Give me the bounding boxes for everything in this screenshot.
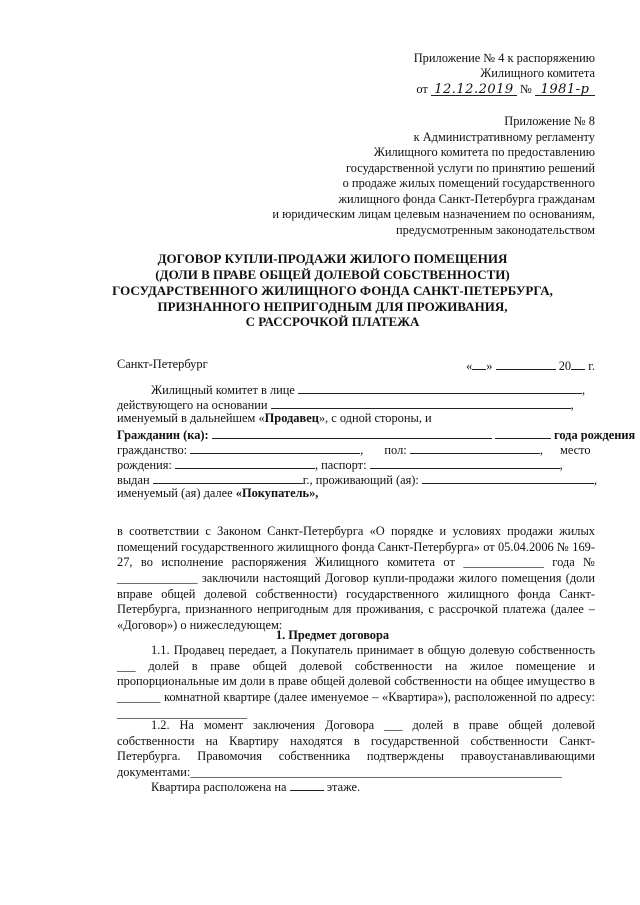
issued-blank (153, 471, 303, 484)
title-line: ГОСУДАРСТВЕННОГО ЖИЛИЩНОГО ФОНДА САНКТ-ПЕТЕРБУРГА, (112, 282, 553, 298)
citizenship-label: гражданство: (117, 443, 188, 457)
title-line: ПРИЗНАННОГО НЕПРИГОДНЫМ ДЛЯ ПРОЖИВАНИЯ, (157, 298, 508, 314)
committee-rep-blank (298, 381, 582, 394)
appendix-8-line: к Административному регламенту (413, 129, 595, 144)
citizen-label: Гражданин (ка): (117, 428, 209, 442)
residence-blank (422, 471, 594, 484)
birth-label: рождения: (117, 458, 172, 472)
clause-1-1: 1.1. Продавец передает, а Покупатель принимает в общую долевую собственность ___ долей в праве общей долевой собственности на жилое помещение и пропорциональные им доли в праве общей долевой собственности на общее имущество в _______ комнатной квартире (далее именуемое – «Квартира»), расположенной по адресу: _____________________ (117, 643, 595, 720)
appendix-8-line: предусмотренным законодательством (396, 222, 595, 237)
handwritten-date: 12.12.2019 (431, 82, 517, 96)
seller-prefix: именуемый в дальнейшем « (117, 411, 265, 425)
basis-label: действующего на основании (117, 398, 268, 412)
sex-label: пол: (384, 443, 407, 457)
buyer-word: «Покупатель», (235, 486, 319, 500)
appendix-8-line: государственной услуги по принятию решений (345, 160, 595, 175)
appendix-4-block (414, 51, 595, 97)
floor-prefix: Квартира расположена на (151, 780, 287, 794)
sex-blank (410, 441, 540, 454)
appendix-8-line: Жилищного комитета по предоставлению (373, 145, 595, 159)
number-label: № (520, 82, 532, 97)
clause-1-2: 1.2. На момент заключения Договора ___ долей в праве общей долевой собственности на Квартиру находятся в государственной собственности Санкт-Петербурга. Правомочия собственника подтверждены правоустанавливающими документами:____________________________________________________________ (117, 718, 595, 779)
issued-line: выдан г., проживающий (ая): , (117, 473, 598, 487)
year-blank (571, 357, 585, 370)
birth-year-blank (495, 426, 551, 439)
appendix-8-line: о продаже жилых помещений государственного (342, 176, 595, 190)
issued-label: выдан (117, 473, 150, 487)
seller-suffix: », с одной стороны, и (318, 411, 432, 425)
appendix-8-line: жилищного фонда Санкт-Петербурга гражданам (338, 191, 595, 206)
title-line: С РАССРОЧКОЙ ПЛАТЕЖА (245, 314, 420, 330)
document-title (60, 251, 605, 330)
passport-label: , паспорт: (314, 458, 367, 472)
day-blank (472, 357, 486, 370)
passport-blank (370, 456, 560, 469)
floor-blank (290, 778, 324, 791)
month-blank (496, 357, 556, 370)
section-1-heading: 1. Предмет договора (275, 628, 390, 642)
date-line (466, 357, 595, 374)
date-close-quote: » (486, 359, 493, 373)
birthplace-blank (175, 456, 315, 469)
date-open-quote: « (466, 359, 473, 373)
buyer-prefix: именуемый (ая) далее (117, 486, 236, 500)
handwritten-number: 1981-р (535, 82, 595, 96)
residence-label: г., проживающий (ая): (302, 473, 419, 487)
seller-line (117, 411, 595, 426)
appendix-8-line: Приложение № 8 (504, 114, 595, 128)
year-suffix: г. (588, 359, 595, 373)
title-line: (ДОЛИ В ПРАВЕ ОБЩЕЙ ДОЛЕВОЙ СОБСТВЕННОСТИ) (155, 266, 510, 282)
title-line: ДОГОВОР КУПЛИ-ПРОДАЖИ ЖИЛОГО ПОМЕЩЕНИЯ (157, 251, 508, 266)
citizen-name-blank (212, 426, 492, 439)
appendix-4-line1: Приложение № 4 к распоряжению (413, 51, 595, 65)
from-label: от (416, 82, 428, 97)
committee-label: Жилищный комитет в лице (151, 383, 295, 397)
appendix-4-line2: Жилищного комитета (480, 66, 595, 81)
birthplace-line: рождения: , паспорт: , (117, 458, 563, 472)
city: Санкт-Петербург (117, 357, 208, 371)
floor-suffix: этаже. (326, 780, 361, 794)
year-prefix: 20 (558, 359, 572, 373)
seller-word: Продавец (264, 411, 319, 425)
appendix-8-line: и юридическим лицам целевым назначением по основаниям, (272, 207, 595, 221)
appendix-4-order-line (414, 82, 595, 97)
preamble: в соответствии с Законом Санкт-Петербурга «О порядке и условиях продажи жилых помещений государственного жилищного фонда Санкт-Петербурга» от 05.04.2006 № 169-27, во исполнение распоряжения Жилищного комитета от _____________ года № _____________ заключили настоящий Договор купли-продажи жилого помещения (доли вправе общей долевой собственности) государственного жилищного фонда Санкт-Петербурга, признанного непригодным для проживания, с рассрочкой платежа (далее – «Договор») о нижеследующем: (117, 524, 595, 632)
buyer-line (117, 486, 595, 501)
basis-line: действующего на основании , (117, 398, 574, 412)
appendix-8-block (272, 114, 595, 238)
place-label: место (560, 443, 591, 457)
basis-blank (271, 396, 571, 409)
birth-year-label: года рождения (554, 428, 636, 442)
citizenship-blank (190, 441, 360, 454)
citizenship-line: гражданство: , пол: , место (117, 443, 591, 457)
floor-line (117, 778, 595, 795)
committee-line: Жилищный комитет в лице , (151, 383, 586, 397)
